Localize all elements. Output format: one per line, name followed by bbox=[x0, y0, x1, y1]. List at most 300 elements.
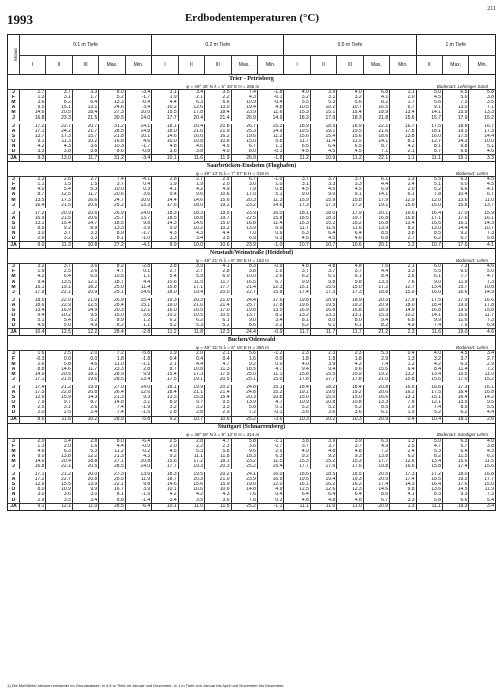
table-cell: 11.3 bbox=[205, 367, 231, 372]
table-cell: 2.8 bbox=[125, 367, 151, 372]
table-cell: -3.4 bbox=[125, 90, 151, 96]
table-cell: 13.5 bbox=[257, 308, 283, 313]
table-cell: 3.7 bbox=[284, 177, 310, 183]
table-cell: 18.4 bbox=[72, 110, 98, 115]
table-cell: 6.6 bbox=[443, 187, 469, 192]
table-cell: 9.8 bbox=[125, 221, 151, 226]
table-cell: 20.9 bbox=[363, 416, 389, 423]
table-cell: 18.3 bbox=[337, 115, 363, 120]
table-cell: 22.1 bbox=[46, 290, 72, 295]
table-cell: 21.0 bbox=[178, 303, 204, 308]
table-cell: 11.6 bbox=[443, 318, 469, 323]
table-cell: 2.8 bbox=[46, 177, 72, 183]
table-cell: -1.1 bbox=[257, 438, 283, 444]
table-cell: 13.6 bbox=[125, 472, 151, 477]
table-cell: 15.6 bbox=[416, 377, 442, 382]
table-cell: 2.4 bbox=[72, 410, 98, 416]
month-label: N bbox=[11, 231, 16, 237]
table-cell: 19.1 bbox=[363, 203, 389, 208]
table-cell: 5.1 bbox=[257, 192, 283, 197]
table-cell: 7.2 bbox=[99, 351, 125, 357]
table-cell: 9.5 bbox=[20, 105, 46, 110]
table-cell: 16.0 bbox=[257, 472, 283, 477]
table-cell: 1.9 bbox=[178, 182, 204, 187]
table-cell: 16.8 bbox=[390, 216, 416, 221]
table-cell: 18.1 bbox=[72, 372, 98, 377]
table-cell: 9.7 bbox=[46, 400, 72, 405]
table-cell: 10.2 bbox=[46, 313, 72, 318]
table-cell: 2.3 bbox=[20, 177, 46, 183]
table-cell: 2.3 bbox=[284, 351, 310, 357]
table-cell: 16.8 bbox=[99, 139, 125, 144]
table-cell: 9.7 bbox=[178, 400, 204, 405]
table-cell: 5.3 bbox=[72, 449, 98, 454]
table-cell: 16.5 bbox=[231, 280, 257, 285]
table-cell: 5.8 bbox=[469, 236, 496, 242]
table-cell: 17.5 bbox=[443, 134, 469, 139]
table-cell: 21.0 bbox=[205, 477, 231, 482]
table-cell: 17.8 bbox=[337, 377, 363, 382]
table-cell: 21.5 bbox=[72, 115, 98, 120]
table-cell: 17.3 bbox=[310, 290, 336, 295]
table-cell: 20.5 bbox=[46, 372, 72, 377]
table-cell: 2.0 bbox=[152, 444, 178, 449]
table-cell: 15.9 bbox=[390, 290, 416, 295]
table-cell: 3.6 bbox=[231, 444, 257, 449]
table-cell: 23.2 bbox=[231, 203, 257, 208]
table-cell: 18.4 bbox=[205, 110, 231, 115]
table-cell: 7.9 bbox=[20, 400, 46, 405]
month-label: J bbox=[12, 123, 15, 129]
table-cell: 5.3 bbox=[310, 100, 336, 105]
table-cell: 28.4 bbox=[99, 303, 125, 308]
table-cell: 11.6 bbox=[257, 110, 283, 115]
table-cell: 0.1 bbox=[257, 405, 283, 410]
table-cell: 4.3 bbox=[231, 95, 257, 100]
table-cell: 16.8 bbox=[20, 115, 46, 120]
table-cell: 14.6 bbox=[257, 203, 283, 208]
table-cell: 16.1 bbox=[443, 221, 469, 226]
table-cell: 16.1 bbox=[469, 216, 496, 221]
table-cell: 16.8 bbox=[363, 216, 389, 221]
table-cell: 3.8 bbox=[152, 264, 178, 270]
table-cell: 14.5 bbox=[443, 487, 469, 492]
table-cell: -1.9 bbox=[125, 405, 151, 410]
table-cell: 17.9 bbox=[20, 290, 46, 295]
table-cell: 8.6 bbox=[20, 416, 46, 423]
table-cell: 26.7 bbox=[231, 124, 257, 129]
table-cell: 4.2 bbox=[20, 144, 46, 149]
sub-header: II bbox=[46, 56, 72, 75]
table-cell: 1.9 bbox=[390, 410, 416, 416]
table-cell: 1.9 bbox=[152, 351, 178, 357]
table-cell: 1.5 bbox=[46, 182, 72, 187]
table-cell: 11.9 bbox=[125, 477, 151, 482]
table-cell: 11.9 bbox=[205, 155, 231, 162]
table-cell: 6.3 bbox=[284, 231, 310, 236]
table-cell: 3.3 bbox=[72, 236, 98, 242]
table-cell: 3.7 bbox=[310, 177, 336, 183]
table-cell: 7.4 bbox=[416, 323, 442, 329]
table-cell: 13.8 bbox=[363, 454, 389, 459]
table-cell: 17.2 bbox=[20, 124, 46, 129]
table-cell: 11.4 bbox=[257, 221, 283, 226]
table-cell: 7.7 bbox=[443, 274, 469, 279]
table-cell: 14.4 bbox=[469, 134, 496, 139]
table-cell: 4.4 bbox=[469, 410, 496, 416]
table-cell: 12.9 bbox=[390, 198, 416, 203]
table-cell: 12.6 bbox=[20, 395, 46, 400]
table-cell: 8.0 bbox=[20, 487, 46, 492]
table-cell: 6.0 bbox=[443, 182, 469, 187]
table-cell: 15.6 bbox=[443, 313, 469, 318]
sub-header: Min. bbox=[469, 56, 496, 75]
table-cell: 5.1 bbox=[20, 318, 46, 323]
table-cell: 8.2 bbox=[390, 226, 416, 231]
table-cell: -4.1 bbox=[125, 177, 151, 183]
table-cell: 10.5 bbox=[178, 313, 204, 318]
table-cell: -1.0 bbox=[125, 236, 151, 242]
table-cell: 17.3 bbox=[310, 203, 336, 208]
table-cell: 21.2 bbox=[46, 472, 72, 477]
table-cell: 15.9 bbox=[46, 395, 72, 400]
table-cell: 1.6 bbox=[231, 356, 257, 361]
table-cell: 13.5 bbox=[443, 400, 469, 405]
table-cell: 11.5 bbox=[443, 454, 469, 459]
table-cell: 1.1 bbox=[125, 323, 151, 329]
table-cell: 5.2 bbox=[152, 323, 178, 329]
table-cell: 15.0 bbox=[99, 313, 125, 318]
table-cell: 18.8 bbox=[72, 459, 98, 464]
table-cell: 7.1 bbox=[469, 105, 496, 110]
table-cell: 15.0 bbox=[231, 139, 257, 144]
table-cell: 13.7 bbox=[231, 313, 257, 318]
month-column-header: Monat bbox=[8, 35, 20, 75]
table-cell: 24.1 bbox=[231, 472, 257, 477]
table-cell: 8.9 bbox=[72, 226, 98, 231]
table-cell: 7.0 bbox=[231, 231, 257, 236]
table-cell: 3.0 bbox=[72, 492, 98, 497]
table-cell: 25.7 bbox=[99, 216, 125, 221]
table-cell: 14.9 bbox=[257, 129, 283, 134]
table-cell: 18.9 bbox=[363, 110, 389, 115]
table-cell: 20.9 bbox=[363, 477, 389, 482]
table-cell: 18.9 bbox=[310, 298, 336, 303]
table-cell: 3.5 bbox=[205, 236, 231, 242]
table-cell: 8.0 bbox=[99, 90, 125, 96]
table-cell: 21.6 bbox=[363, 129, 389, 134]
station-coordinates: φ = 48° 50' N λ = 9° 12' E H = 314 m bbox=[186, 432, 260, 437]
month-label: N bbox=[11, 492, 16, 498]
table-cell: 19.5 bbox=[284, 477, 310, 482]
table-cell: 11.6 bbox=[337, 226, 363, 231]
table-cell: 17.5 bbox=[416, 298, 442, 303]
page-title: Erdbodentemperaturen (°C) bbox=[184, 12, 320, 24]
month-label: J bbox=[12, 263, 15, 270]
table-cell: 19.8 bbox=[231, 308, 257, 313]
table-cell: 21.5 bbox=[46, 377, 72, 382]
table-cell: 13.4 bbox=[416, 285, 442, 290]
table-cell: 2.3 bbox=[205, 444, 231, 449]
table-cell: 12.0 bbox=[257, 482, 283, 487]
table-cell: -1.0 bbox=[257, 242, 283, 249]
table-cell: 1.3 bbox=[390, 242, 416, 249]
table-cell: 7.8 bbox=[416, 192, 442, 197]
table-cell: 15.0 bbox=[337, 395, 363, 400]
table-cell: -1.1 bbox=[257, 503, 283, 510]
table-cell: 16.5 bbox=[178, 308, 204, 313]
table-cell: 0.4 bbox=[390, 416, 416, 423]
table-cell: 3.7 bbox=[310, 444, 336, 449]
table-cell: 4.3 bbox=[469, 449, 496, 454]
table-cell: 15.3 bbox=[284, 459, 310, 464]
table-cell: 14.0 bbox=[125, 385, 151, 390]
month-label: J bbox=[12, 202, 15, 208]
table-cell: 17.9 bbox=[337, 211, 363, 216]
table-cell: 4.0 bbox=[469, 438, 496, 444]
table-cell: 21.6 bbox=[178, 129, 204, 134]
table-cell: 15.0 bbox=[310, 285, 336, 290]
table-cell: 20.5 bbox=[72, 464, 98, 469]
table-cell: 9.5 bbox=[72, 313, 98, 318]
table-cell: 11.3 bbox=[46, 242, 72, 249]
table-cell: 7.4 bbox=[99, 410, 125, 416]
table-cell: 8.6 bbox=[99, 149, 125, 155]
table-cell: 16.4 bbox=[416, 211, 442, 216]
table-cell: 17.9 bbox=[205, 372, 231, 377]
table-cell: 15.9 bbox=[205, 482, 231, 487]
depth-header: 0.1 m Tiefe bbox=[20, 35, 152, 56]
table-cell: 9.8 bbox=[337, 280, 363, 285]
table-cell: 20.4 bbox=[178, 115, 204, 120]
table-cell: 6.1 bbox=[416, 274, 442, 279]
table-cell: 11.7 bbox=[72, 192, 98, 197]
table-cell: 16.6 bbox=[390, 464, 416, 469]
sub-header: Max. bbox=[363, 56, 389, 75]
table-cell: 5.5 bbox=[416, 177, 442, 183]
table-cell: 2.6 bbox=[469, 416, 496, 423]
table-cell: 9.8 bbox=[443, 144, 469, 149]
table-cell: 27.0 bbox=[99, 385, 125, 390]
table-cell: 3.8 bbox=[72, 149, 98, 155]
table-cell: 3.7 bbox=[284, 444, 310, 449]
table-cell: 20.4 bbox=[46, 459, 72, 464]
table-cell: 6.7 bbox=[363, 498, 389, 504]
table-cell: 4.5 bbox=[284, 236, 310, 242]
table-cell: 13.3 bbox=[469, 110, 496, 115]
table-cell: 10.1 bbox=[152, 155, 178, 162]
table-cell: 3.0 bbox=[20, 492, 46, 497]
table-cell: 6.1 bbox=[310, 323, 336, 329]
table-cell: 12.7 bbox=[390, 285, 416, 290]
table-cell: 17.4 bbox=[390, 477, 416, 482]
table-cell: 8.9 bbox=[99, 318, 125, 323]
month-label: O bbox=[11, 400, 16, 406]
table-cell: 2.0 bbox=[46, 444, 72, 449]
table-cell: 9.9 bbox=[152, 226, 178, 231]
table-cell: 5.7 bbox=[416, 149, 442, 155]
table-cell: 10.0 bbox=[152, 139, 178, 144]
table-cell: 15.8 bbox=[337, 198, 363, 203]
table-cell: 3.4 bbox=[178, 90, 204, 96]
table-cell: 4.4 bbox=[152, 100, 178, 105]
table-cell: 9.3 bbox=[20, 155, 46, 162]
table-cell: 19.7 bbox=[205, 216, 231, 221]
table-cell: 3.8 bbox=[469, 95, 496, 100]
table-cell: 3.6 bbox=[72, 264, 98, 270]
table-cell: 19.0 bbox=[310, 390, 336, 395]
table-cell: 18.1 bbox=[152, 124, 178, 129]
table-cell: 19.3 bbox=[337, 477, 363, 482]
table-cell: 13.0 bbox=[46, 155, 72, 162]
table-cell: 14.7 bbox=[72, 221, 98, 226]
table-cell: 3.8 bbox=[390, 231, 416, 236]
table-cell: 22.1 bbox=[363, 155, 389, 162]
table-cell: 7.6 bbox=[363, 264, 389, 270]
table-cell: 18.0 bbox=[443, 472, 469, 477]
table-cell: 2.6 bbox=[257, 449, 283, 454]
table-cell: 20.6 bbox=[72, 211, 98, 216]
table-cell: 0.4 bbox=[125, 182, 151, 187]
table-cell: 17.8 bbox=[390, 129, 416, 134]
table-cell: 4.5 bbox=[416, 95, 442, 100]
table-cell: 11.0 bbox=[178, 503, 204, 510]
table-cell: 24.8 bbox=[231, 390, 257, 395]
table-cell: 6.2 bbox=[284, 323, 310, 329]
table-cell: 15.4 bbox=[337, 110, 363, 115]
table-cell: 7.3 bbox=[469, 280, 496, 285]
table-cell: 4.1 bbox=[469, 187, 496, 192]
station-coordinates: φ = 49° 21' N λ = 8° 09' E H = 163 m bbox=[196, 257, 269, 263]
table-cell: 11.6 bbox=[46, 416, 72, 423]
table-cell: 1.2 bbox=[390, 362, 416, 367]
table-cell: 10.8 bbox=[310, 400, 336, 405]
table-cell: 13.8 bbox=[390, 134, 416, 139]
annual-row bbox=[8, 416, 496, 423]
table-cell: 11.8 bbox=[205, 454, 231, 459]
table-cell: 20.3 bbox=[178, 298, 204, 303]
table-cell: 15.6 bbox=[469, 464, 496, 469]
table-cell: 10.0 bbox=[469, 139, 496, 144]
table-cell: 11.2 bbox=[337, 155, 363, 162]
table-cell: -1.8 bbox=[257, 90, 283, 96]
table-cell: 17.9 bbox=[310, 115, 336, 120]
table-cell: 15.5 bbox=[46, 482, 72, 487]
table-cell: 3.2 bbox=[337, 95, 363, 100]
table-cell: -1.4 bbox=[125, 498, 151, 504]
table-cell: 13.3 bbox=[125, 203, 151, 208]
table-cell: 3.9 bbox=[310, 438, 336, 444]
table-cell: 21.9 bbox=[205, 129, 231, 134]
table-cell: 18.0 bbox=[178, 203, 204, 208]
table-cell: 19.0 bbox=[443, 303, 469, 308]
table-cell: 18.3 bbox=[152, 211, 178, 216]
table-cell: 14.6 bbox=[178, 221, 204, 226]
table-cell: 18.8 bbox=[363, 290, 389, 295]
table-cell: 11.5 bbox=[337, 139, 363, 144]
table-cell: 14.9 bbox=[72, 308, 98, 313]
table-cell: 0.1 bbox=[125, 269, 151, 274]
table-cell: 7.2 bbox=[363, 449, 389, 454]
table-cell: 8.3 bbox=[231, 264, 257, 270]
table-cell: 11.2 bbox=[257, 134, 283, 139]
table-cell: 18.9 bbox=[337, 298, 363, 303]
table-cell: 17.6 bbox=[310, 464, 336, 469]
table-cell: 21.4 bbox=[205, 115, 231, 120]
table-cell: 10.8 bbox=[178, 139, 204, 144]
table-cell: 4.4 bbox=[205, 231, 231, 236]
table-cell: 9.3 bbox=[125, 395, 151, 400]
table-cell: 17.3 bbox=[443, 385, 469, 390]
table-cell: 22.7 bbox=[231, 290, 257, 295]
table-cell: 19.3 bbox=[178, 464, 204, 469]
table-cell: 2.0 bbox=[20, 410, 46, 416]
table-cell: 19.5 bbox=[284, 129, 310, 134]
table-cell: 18.9 bbox=[337, 124, 363, 129]
table-cell: 21.2 bbox=[363, 329, 389, 336]
month-label: A bbox=[11, 390, 16, 396]
table-cell: 6.4 bbox=[390, 367, 416, 372]
table-cell: 17.8 bbox=[257, 303, 283, 308]
table-cell: 12.3 bbox=[205, 329, 231, 336]
table-cell: 24.2 bbox=[46, 129, 72, 134]
table-cell: 13.7 bbox=[469, 203, 496, 208]
table-cell: 5.3 bbox=[416, 449, 442, 454]
table-cell: 4.7 bbox=[416, 444, 442, 449]
table-cell: 20.3 bbox=[99, 308, 125, 313]
table-cell: 3.4 bbox=[125, 105, 151, 110]
table-cell: 9.4 bbox=[20, 280, 46, 285]
table-cell: 6.2 bbox=[284, 274, 310, 279]
table-cell: 16.8 bbox=[363, 221, 389, 226]
table-cell: 0.0 bbox=[257, 356, 283, 361]
table-cell: 8.2 bbox=[99, 264, 125, 270]
month-label: S bbox=[11, 133, 16, 139]
table-cell: 16.8 bbox=[416, 308, 442, 313]
table-cell: 5.5 bbox=[469, 405, 496, 410]
table-cell: 14.6 bbox=[125, 290, 151, 295]
table-cell: 8.0 bbox=[310, 318, 336, 323]
table-cell: 10.2 bbox=[152, 313, 178, 318]
table-cell: 21.4 bbox=[205, 303, 231, 308]
table-cell: 14.1 bbox=[416, 313, 442, 318]
table-cell: 23.2 bbox=[231, 459, 257, 464]
table-cell: 6.5 bbox=[284, 144, 310, 149]
table-cell: 11.6 bbox=[310, 226, 336, 231]
table-cell: 14.9 bbox=[390, 308, 416, 313]
table-cell: 18.8 bbox=[443, 124, 469, 129]
month-label: J bbox=[12, 384, 15, 390]
table-cell: 16.2 bbox=[337, 482, 363, 487]
table-cell: 15.1 bbox=[416, 395, 442, 400]
table-cell: 17.6 bbox=[443, 482, 469, 487]
table-cell: 2.0 bbox=[205, 182, 231, 187]
table-cell: 24.4 bbox=[231, 329, 257, 336]
table-cell: 3.7 bbox=[310, 269, 336, 274]
table-cell: 15.2 bbox=[469, 115, 496, 120]
table-cell: 5.2 bbox=[72, 318, 98, 323]
table-cell: 10.3 bbox=[337, 416, 363, 423]
month-label: A bbox=[11, 105, 16, 111]
table-cell: -1.7 bbox=[125, 95, 151, 100]
table-cell: 27.2 bbox=[99, 242, 125, 249]
table-cell: 6.1 bbox=[363, 410, 389, 416]
table-cell: 8.2 bbox=[416, 454, 442, 459]
station-soil-type: Bodenart: Lehm bbox=[455, 170, 488, 176]
month-label: M bbox=[11, 284, 16, 290]
table-cell: 6.1 bbox=[205, 318, 231, 323]
table-cell: 6.7 bbox=[443, 236, 469, 242]
